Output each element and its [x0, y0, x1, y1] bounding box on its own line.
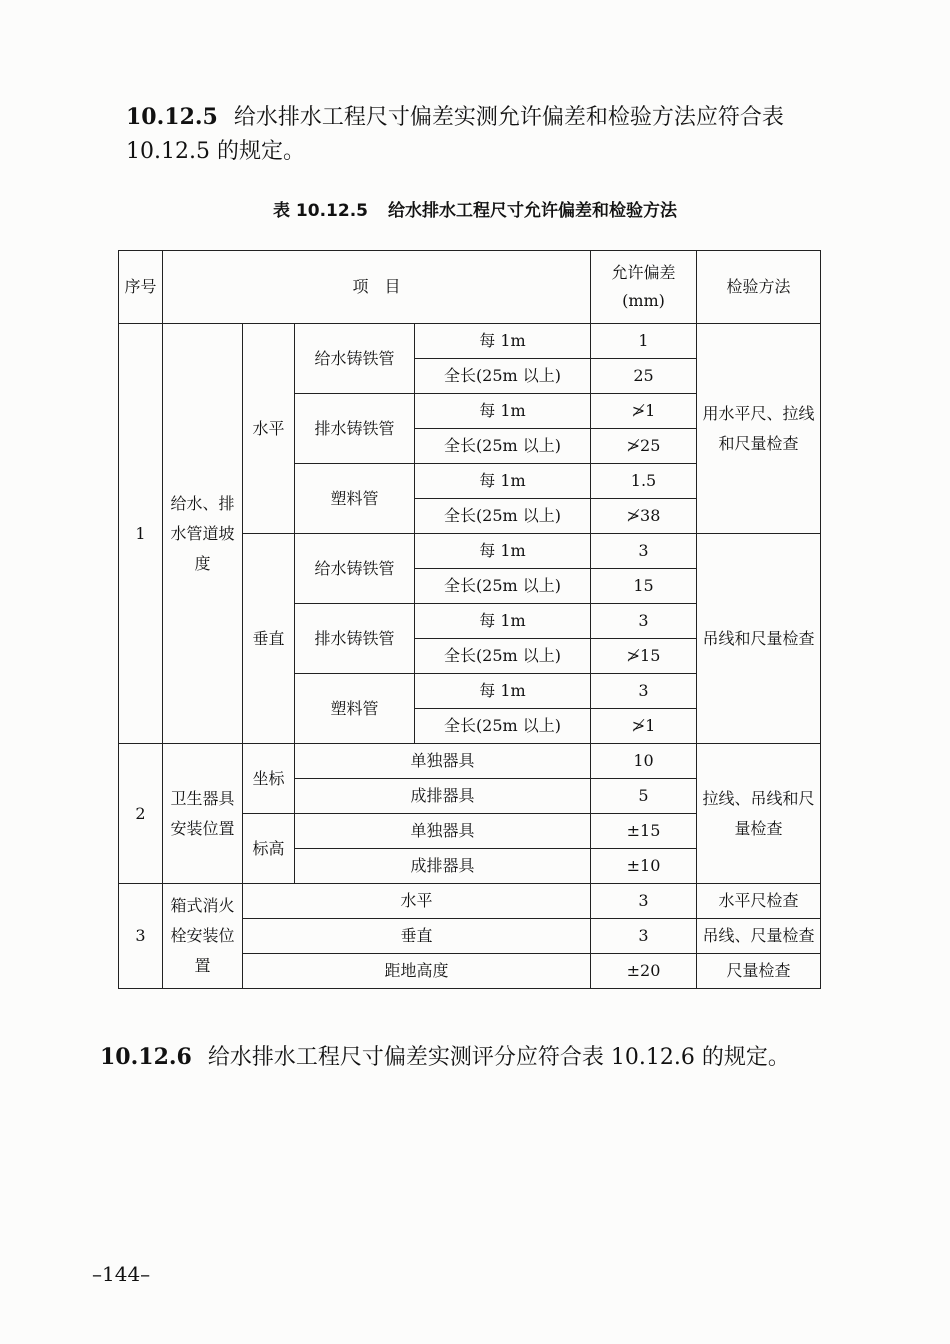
method-horizontal: 用水平尺、拉线和尺量检查 [697, 324, 821, 534]
pipe-type: 塑料管 [295, 674, 415, 744]
group2-name: 卫生器具安装位置 [163, 744, 243, 884]
measure-each: 每 1m [415, 604, 591, 639]
tolerance-value: 3 [591, 919, 697, 954]
tolerance-value: ≯15 [591, 639, 697, 674]
tolerance-value: ≯38 [591, 499, 697, 534]
group3-seq: 3 [119, 884, 163, 989]
measure-full: 全长(25m 以上) [415, 359, 591, 394]
fixture-elevation: 标高 [243, 814, 295, 884]
tolerance-value: 1.5 [591, 464, 697, 499]
pipe-type: 排水铸铁管 [295, 394, 415, 464]
clause-10-12-6 [100, 1040, 830, 1075]
method-vertical: 吊线和尺量检查 [697, 534, 821, 744]
tolerance-table [118, 250, 821, 989]
pipe-type: 给水铸铁管 [295, 324, 415, 394]
page-number: –144– [92, 1262, 151, 1286]
header-row [119, 251, 821, 324]
fixture-row: 成排器具 [295, 849, 591, 884]
table-row [119, 324, 821, 359]
header-method: 检验方法 [697, 251, 821, 324]
hydrant-method: 水平尺检查 [697, 884, 821, 919]
tolerance-value: ±10 [591, 849, 697, 884]
measure-each: 每 1m [415, 674, 591, 709]
fixture-coordinate: 坐标 [243, 744, 295, 814]
fixture-single: 单独器具 [295, 744, 591, 779]
tolerance-value: ≯25 [591, 429, 697, 464]
tolerance-value: 5 [591, 779, 697, 814]
tolerance-value: 3 [591, 674, 697, 709]
measure-full: 全长(25m 以上) [415, 429, 591, 464]
table-number: 表 10.12.5 [273, 201, 368, 221]
tolerance-value: 10 [591, 744, 697, 779]
slope-vertical: 垂直 [243, 534, 295, 744]
hydrant-item: 水平 [243, 884, 591, 919]
hydrant-method: 吊线、尺量检查 [697, 919, 821, 954]
table-title [0, 196, 950, 221]
tolerance-value: ≯1 [591, 709, 697, 744]
clause-10-12-5 [126, 100, 846, 169]
clause-number: 10.12.6 [100, 1044, 192, 1070]
tolerance-value: 25 [591, 359, 697, 394]
measure-full: 全长(25m 以上) [415, 709, 591, 744]
measure-full: 全长(25m 以上) [415, 499, 591, 534]
header-tolerance: 允许偏差 (mm) [591, 251, 697, 324]
pipe-type: 排水铸铁管 [295, 604, 415, 674]
clause-text: 给水排水工程尺寸偏差实测允许偏差和检验方法应符合表 10.12.5 的规定。 [126, 105, 784, 164]
tolerance-value: ≯1 [591, 394, 697, 429]
hydrant-item: 垂直 [243, 919, 591, 954]
fixture-row: 成排器具 [295, 779, 591, 814]
group1-name: 给水、排水管道坡度 [163, 324, 243, 744]
header-item: 项 目 [163, 251, 591, 324]
tolerance-value: ±15 [591, 814, 697, 849]
measure-each: 每 1m [415, 394, 591, 429]
tolerance-value: 3 [591, 604, 697, 639]
measure-full: 全长(25m 以上) [415, 639, 591, 674]
clause-number: 10.12.5 [126, 104, 218, 130]
measure-each: 每 1m [415, 534, 591, 569]
group2-method: 拉线、吊线和尺量检查 [697, 744, 821, 884]
header-seq: 序号 [119, 251, 163, 324]
tolerance-value: 1 [591, 324, 697, 359]
tolerance-value: 15 [591, 569, 697, 604]
measure-each: 每 1m [415, 464, 591, 499]
table-row [119, 744, 821, 779]
tolerance-value: ±20 [591, 954, 697, 989]
group2-seq: 2 [119, 744, 163, 884]
pipe-type: 给水铸铁管 [295, 534, 415, 604]
pipe-type: 塑料管 [295, 464, 415, 534]
fixture-single: 单独器具 [295, 814, 591, 849]
measure-each: 每 1m [415, 324, 591, 359]
group3-name: 箱式消火栓安装位置 [163, 884, 243, 989]
slope-horizontal: 水平 [243, 324, 295, 534]
clause-text: 给水排水工程尺寸偏差实测评分应符合表 10.12.6 的规定。 [207, 1045, 790, 1070]
hydrant-method: 尺量检查 [697, 954, 821, 989]
measure-full: 全长(25m 以上) [415, 569, 591, 604]
table-caption: 给水排水工程尺寸允许偏差和检验方法 [387, 201, 677, 221]
tolerance-value: 3 [591, 534, 697, 569]
tolerance-value: 3 [591, 884, 697, 919]
group1-seq: 1 [119, 324, 163, 744]
table-row [119, 884, 821, 919]
hydrant-item: 距地高度 [243, 954, 591, 989]
